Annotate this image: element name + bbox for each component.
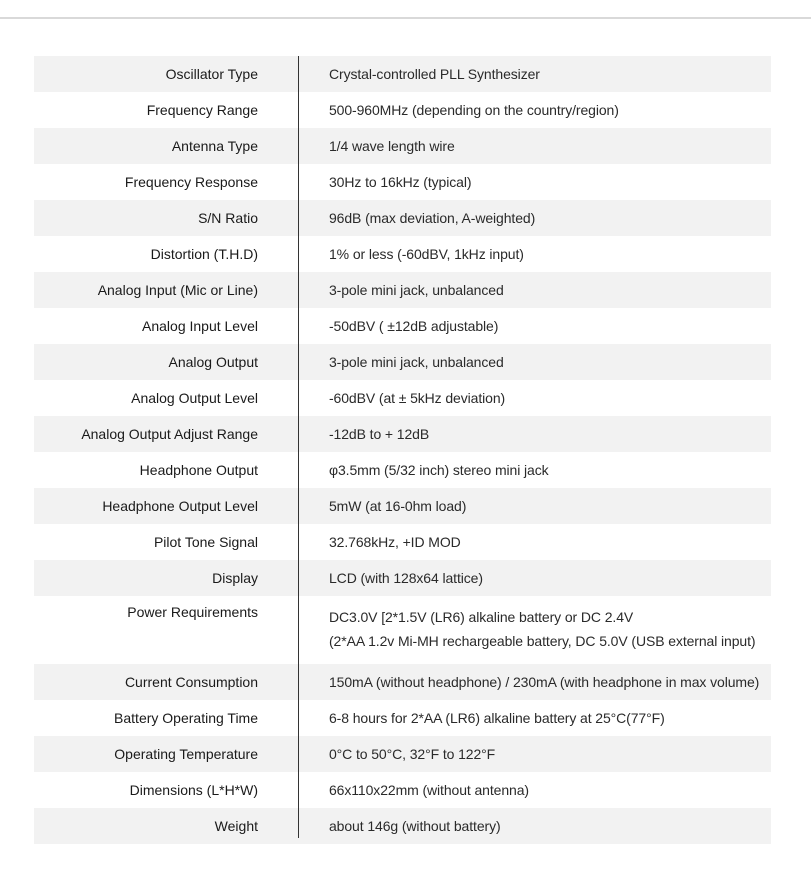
spec-value: 1% or less (-60dBV, 1kHz input) xyxy=(329,246,524,262)
spec-label: S/N Ratio xyxy=(198,210,258,226)
spec-value: 0°C to 50°C, 32°F to 122°F xyxy=(329,746,496,762)
spec-label: Frequency Response xyxy=(124,174,258,190)
spec-label: Frequency Range xyxy=(146,102,258,118)
spec-value: 3-pole mini jack, unbalanced xyxy=(329,354,504,370)
spec-value: 32.768kHz, +ID MOD xyxy=(329,534,461,550)
spec-label: Operating Temperature xyxy=(114,746,258,762)
spec-value: 6-8 hours for 2*AA (LR6) alkaline battery at 25°C(77°F) xyxy=(329,710,665,726)
spec-value-line-1: DC3.0V [2*1.5V (LR6) alkaline battery or DC 2.4V xyxy=(329,609,634,625)
spec-row-battery-operating-time xyxy=(34,700,771,736)
spec-label: Analog Output Adjust Range xyxy=(81,426,258,442)
spec-value: 1/4 wave length wire xyxy=(329,138,455,154)
spec-row-analog-input xyxy=(34,272,771,308)
spec-row-power-requirements xyxy=(34,596,771,664)
column-divider xyxy=(298,56,299,838)
spec-value: 3-pole mini jack, unbalanced xyxy=(329,282,504,298)
spec-label: Display xyxy=(212,570,258,586)
spec-label: Battery Operating Time xyxy=(114,710,258,726)
spec-row-pilot-tone-signal xyxy=(34,524,771,560)
spec-row-analog-output-adjust-range xyxy=(34,416,771,452)
spec-value: 500-960MHz (depending on the country/region) xyxy=(329,102,619,118)
spec-row-frequency-response xyxy=(34,164,771,200)
spec-row-headphone-output xyxy=(34,452,771,488)
spec-value: 5mW (at 16-0hm load) xyxy=(329,498,467,514)
spec-label: Distortion (T.H.D) xyxy=(150,246,258,262)
spec-row-sn-ratio xyxy=(34,200,771,236)
spec-label: Dimensions (L*H*W) xyxy=(129,782,258,798)
top-divider xyxy=(0,17,811,19)
spec-label: Weight xyxy=(214,818,258,834)
spec-label: Power Requirements xyxy=(127,604,258,620)
spec-value xyxy=(298,596,771,664)
spec-row-frequency-range xyxy=(34,92,771,128)
spec-row-analog-output-level xyxy=(34,380,771,416)
spec-label: Antenna Type xyxy=(171,138,258,154)
spec-row-analog-input-level xyxy=(34,308,771,344)
spec-value: -60dBV (at ± 5kHz deviation) xyxy=(329,390,506,406)
spec-row-current-consumption xyxy=(34,664,771,700)
spec-row-display xyxy=(34,560,771,596)
spec-row-antenna-type xyxy=(34,128,771,164)
spec-table xyxy=(34,56,771,844)
spec-row-oscillator-type xyxy=(34,56,771,92)
spec-row-distortion xyxy=(34,236,771,272)
spec-value: 66x110x22mm (without antenna) xyxy=(329,782,529,798)
spec-row-analog-output xyxy=(34,344,771,380)
spec-value: Crystal-controlled PLL Synthesizer xyxy=(329,66,540,82)
spec-value: 30Hz to 16kHz (typical) xyxy=(329,174,472,190)
spec-row-operating-temperature xyxy=(34,736,771,772)
spec-label: Headphone Output Level xyxy=(102,498,258,514)
spec-value: about 146g (without battery) xyxy=(329,818,501,834)
spec-value-line-2: (2*AA 1.2v Mi-MH rechargeable battery, DC 5.0V (USB external input) xyxy=(329,633,756,649)
spec-label: Headphone Output xyxy=(139,462,258,478)
spec-row-dimensions xyxy=(34,772,771,808)
spec-label: Analog Input (Mic or Line) xyxy=(97,282,258,298)
spec-value: -12dB to + 12dB xyxy=(329,426,430,442)
spec-label: Pilot Tone Signal xyxy=(153,534,258,550)
spec-value: -50dBV ( ±12dB adjustable) xyxy=(329,318,499,334)
spec-value: 150mA (without headphone) / 230mA (with headphone in max volume) xyxy=(329,674,760,690)
spec-label: Analog Output Level xyxy=(131,390,258,406)
spec-value: 96dB (max deviation, A-weighted) xyxy=(329,210,536,226)
spec-label: Current Consumption xyxy=(124,674,258,690)
spec-value: φ3.5mm (5/32 inch) stereo mini jack xyxy=(329,462,549,478)
spec-value: LCD (with 128x64 lattice) xyxy=(329,570,483,586)
spec-label: Analog Input Level xyxy=(142,318,258,334)
spec-row-weight xyxy=(34,808,771,844)
spec-label: Analog Output xyxy=(168,354,258,370)
spec-label: Oscillator Type xyxy=(165,66,258,82)
spec-row-headphone-output-level xyxy=(34,488,771,524)
